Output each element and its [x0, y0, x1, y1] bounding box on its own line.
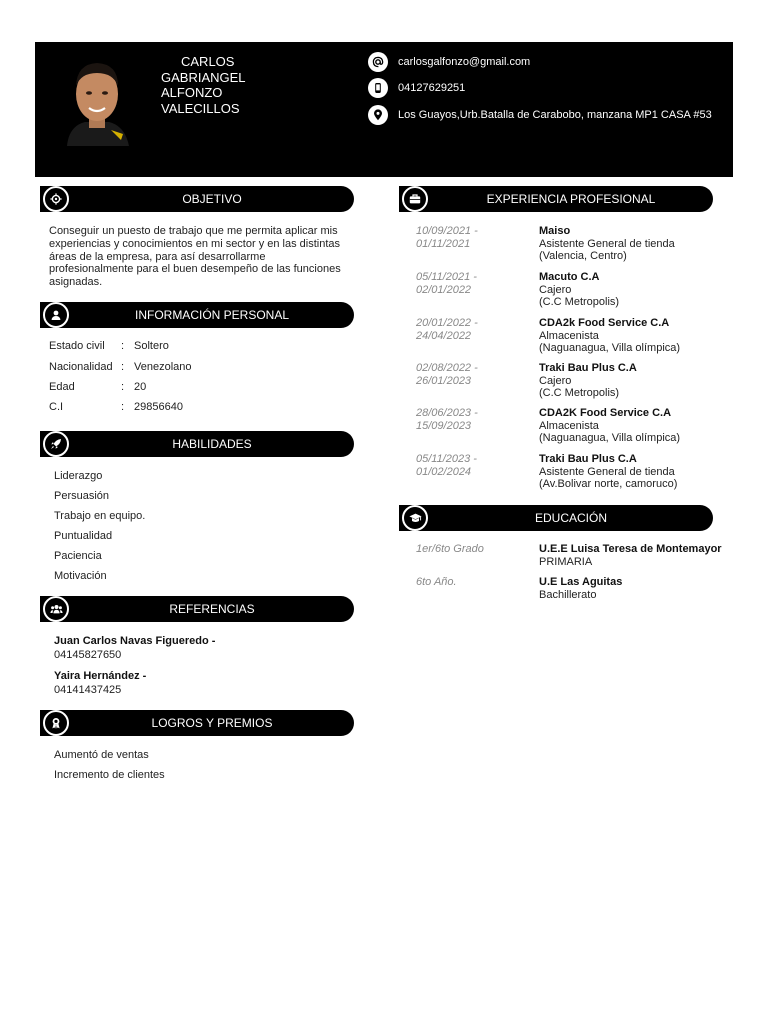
skill-item: Persuasión [54, 490, 110, 502]
contact-address [368, 105, 712, 125]
name-line: CARLOS [181, 54, 235, 69]
personal-value: 29856640 [134, 401, 183, 413]
objective-line: asignadas. [49, 276, 103, 289]
job-date-end: 01/11/2021 [416, 237, 471, 250]
personal-label: Estado civil [49, 340, 105, 352]
education-entry [539, 543, 722, 568]
section-header-referencias [40, 596, 354, 622]
section-title: INFORMACIÓN PERSONAL [134, 308, 290, 322]
section-title: HABILIDADES [172, 437, 252, 451]
job-role: Asistente General de tienda [539, 465, 675, 478]
reference-phone: 04141437425 [54, 684, 122, 696]
skill-item: Motivación [54, 570, 107, 582]
objective-line: áreas de la empresa, para así desarrollarme [49, 250, 266, 263]
section-title: EDUCACIÓN [534, 511, 607, 525]
at-sign-icon [368, 52, 388, 72]
job-place: (C.C Metropolis) [539, 387, 620, 399]
job-dates [416, 362, 478, 387]
section-header-habilidades [40, 431, 354, 457]
personal-separator: : [121, 340, 125, 352]
education-entry [539, 576, 622, 601]
header-banner [35, 42, 733, 177]
job-entry [539, 271, 619, 309]
job-date-end: 24/04/2022 [416, 329, 472, 342]
name-line: ALFONZO [161, 85, 223, 100]
achievement-item: Incremento de clientes [54, 769, 165, 781]
user-icon [43, 302, 69, 328]
education-date: 1er/6to Grado [416, 543, 484, 555]
job-role: Cajero [539, 283, 572, 296]
job-entry [539, 362, 637, 400]
job-company: Maiso [539, 225, 571, 237]
personal-label: C.I [49, 401, 64, 413]
personal-separator: : [121, 361, 125, 373]
job-dates [416, 225, 478, 250]
reference-phone: 04145827650 [54, 649, 122, 661]
section-header-logros [40, 710, 354, 736]
personal-value: Venezolano [134, 361, 192, 373]
job-date-end: 02/01/2022 [416, 283, 472, 296]
objective-text [49, 225, 359, 289]
job-entry [539, 225, 675, 263]
award-ribbon-icon [43, 710, 69, 736]
name-line: GABRIANGEL [161, 69, 246, 85]
job-entry [539, 407, 680, 445]
achievement-item: Aumentó de ventas [54, 749, 149, 761]
job-role: Asistente General de tienda [539, 237, 675, 250]
job-company: CDA2k Food Service C.A [539, 317, 670, 329]
job-date-end: 15/09/2023 [416, 419, 472, 432]
mobile-phone-icon [368, 78, 388, 98]
job-date-start: 05/11/2023 - [416, 453, 477, 465]
job-date-start: 20/01/2022 - [416, 317, 478, 329]
job-company: Macuto C.A [539, 271, 600, 283]
section-title: OBJETIVO [182, 192, 242, 206]
section-title: LOGROS Y PREMIOS [151, 716, 273, 730]
education-school: U.E Las Aguitas [539, 576, 623, 588]
avatar [63, 56, 131, 146]
personal-value: 20 [134, 381, 147, 393]
education-school: U.E.E Luisa Teresa de Montemayor [539, 543, 722, 555]
briefcase-icon [402, 186, 428, 212]
job-entry [539, 453, 677, 491]
reference-name: Juan Carlos Navas Figueredo - [54, 635, 216, 647]
graduation-cap-icon [402, 505, 428, 531]
skill-item: Puntualidad [54, 530, 113, 542]
contact-email [368, 52, 530, 72]
job-place: (Valencia, Centro) [539, 250, 627, 262]
job-date-start: 28/06/2023 - [416, 407, 478, 419]
job-place: (Av.Bolivar norte, camoruco) [539, 478, 678, 490]
phone-text: 04127629251 [398, 82, 466, 94]
job-company: Traki Bau Plus C.A [539, 362, 637, 374]
personal-separator: : [121, 381, 125, 393]
section-header-experiencia [399, 186, 713, 212]
target-icon [43, 186, 69, 212]
job-date-start: 05/11/2021 - [416, 271, 477, 283]
education-date: 6to Año. [416, 576, 457, 588]
rocket-icon [43, 431, 69, 457]
job-dates [416, 317, 478, 342]
job-dates [416, 271, 477, 296]
skill-item: Paciencia [54, 550, 102, 562]
job-date-end: 26/01/2023 [416, 374, 472, 387]
objective-line: experiencias y conocimientos en mi sector y en las distintas [49, 237, 341, 250]
education-level: Bachillerato [539, 588, 597, 601]
skill-item: Trabajo en equipo. [54, 510, 146, 522]
job-dates [416, 453, 477, 478]
personal-label: Edad [49, 381, 75, 393]
job-role: Almacenista [539, 419, 599, 432]
job-place: (Naguanagua, Villa olímpica) [539, 342, 681, 354]
section-title: REFERENCIAS [169, 602, 255, 616]
skill-item: Liderazgo [54, 470, 103, 482]
job-place: (C.C Metropolis) [539, 296, 620, 308]
job-company: Traki Bau Plus C.A [539, 453, 637, 465]
section-header-educacion [399, 505, 713, 531]
job-role: Cajero [539, 374, 572, 387]
job-date-start: 02/08/2022 - [416, 362, 478, 374]
personal-separator: : [121, 401, 125, 413]
full-name [161, 54, 281, 116]
users-icon [43, 596, 69, 622]
contact-phone [368, 78, 465, 98]
job-dates [416, 407, 478, 432]
job-entry [539, 317, 680, 355]
section-header-personal [40, 302, 354, 328]
name-line: VALECILLOS [161, 100, 240, 116]
map-pin-icon [368, 105, 388, 125]
objective-line: profesionalmente para el buen desempeño de las funciones [49, 263, 341, 276]
personal-value: Soltero [134, 340, 169, 352]
personal-label: Nacionalidad [49, 361, 113, 373]
education-level: PRIMARIA [539, 555, 593, 568]
job-company: CDA2K Food Service C.A [539, 407, 672, 419]
email-text: carlosgalfonzo@gmail.com [398, 56, 531, 68]
section-title: EXPERIENCIA PROFESIONAL [486, 192, 656, 206]
job-date-start: 10/09/2021 - [416, 225, 478, 237]
reference-name: Yaira Hernández - [54, 670, 147, 682]
job-role: Almacenista [539, 329, 599, 342]
job-date-end: 01/02/2024 [416, 465, 472, 478]
address-text: Los Guayos,Urb.Batalla de Carabobo, manzana MP1 CASA #53 [398, 109, 712, 121]
job-place: (Naguanagua, Villa olímpica) [539, 432, 681, 444]
section-header-objetivo [40, 186, 354, 212]
objective-line: Conseguir un puesto de trabajo que me permita aplicar mis [49, 225, 338, 237]
